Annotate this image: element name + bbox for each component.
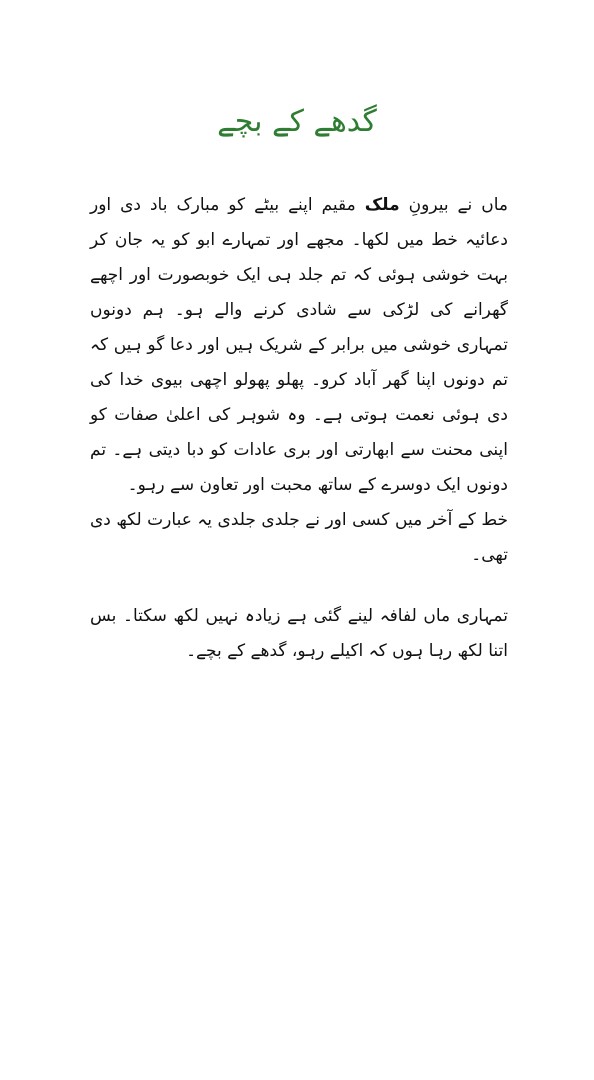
paragraph-text-start: ماں نے بیرونِ: [408, 195, 509, 215]
paragraph-postscript: تمہاری ماں لفافہ لینے گئی ہے زیادہ نہیں لکھ سکتا۔ بس اتنا لکھ رہا ہوں کہ اکیلے رہو، گدھے کے بچے۔: [90, 606, 508, 661]
paragraph-letter: [90, 188, 508, 503]
paragraph-postscript-note: خط کے آخر میں کسی اور نے جلدی جلدی یہ عبارت لکھ دی تھی۔: [90, 510, 508, 565]
paragraph-text-rest: مقیم اپنے بیٹے کو مبارک باد دی اور دعائیہ خط میں لکھا۔ مجھے اور تمہارے ابو کو یہ جان کر بہت خوشی ہوئی کہ تم جلد ہی ایک خوبصورت اور اچھے گھرانے کی لڑکی سے شادی کرنے والے ہو۔ ہم دونوں تمہاری خوشی میں برابر کے شریک ہیں اور دعا گو ہیں کہ تم دونوں اپنا گھر آباد کرو۔ پھلو پھولو اچھی بیوی خدا کی دی ہوئی نعمت ہوتی ہے۔ وہ شوہر کی اعلیٰ صفات کو اپنی محنت سے ابھارتی اور بری عادات کو دبا دیتی ہے۔ تم دونوں ایک دوسرے کے ساتھ محبت اور تعاون سے رہو۔: [90, 195, 508, 495]
bold-word-mulk: ملک: [364, 195, 400, 215]
page-title: گدھے کے بچے: [217, 104, 377, 139]
letter-body: [90, 188, 508, 669]
